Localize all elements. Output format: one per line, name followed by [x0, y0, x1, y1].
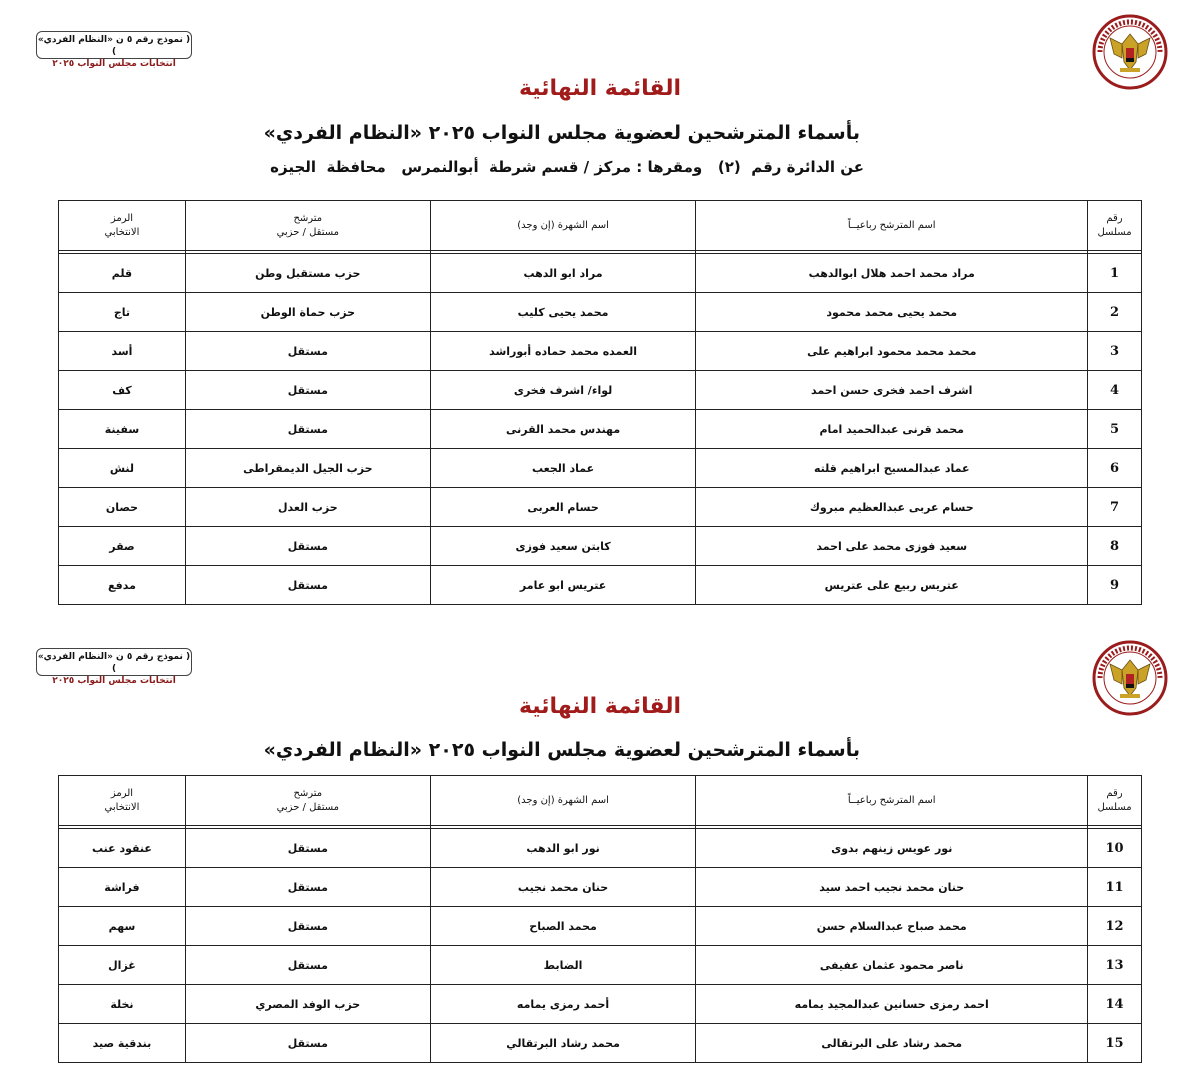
cell-name: محمد يحيى محمد محمود: [696, 293, 1088, 332]
cell-nickname: كابتن سعيد فوزى: [430, 527, 696, 566]
header-type: مترشح مستقل / حزبي: [185, 201, 430, 251]
cell-symbol: كف: [59, 371, 186, 410]
cell-name: محمد صباح عبدالسلام حسن: [696, 907, 1088, 946]
table-row: [59, 868, 1142, 907]
cell-name: ناصر محمود عثمان عفيفى: [696, 946, 1088, 985]
cell-serial: 15: [1088, 1024, 1142, 1063]
cell-type: حزب الجيل الديمقراطى: [185, 449, 430, 488]
cell-serial: 4: [1088, 371, 1142, 410]
cell-name: احمد رمزى حسانين عبدالمجيد يمامه: [696, 985, 1088, 1024]
form-election-label: انتخابات مجلس النواب ٢٠٢٥: [52, 676, 176, 686]
table-row: [59, 488, 1142, 527]
cell-serial: 12: [1088, 907, 1142, 946]
page-2: [0, 620, 1200, 1072]
header-symbol: الرمز الانتخابي: [59, 776, 186, 826]
cell-serial: 14: [1088, 985, 1142, 1024]
cell-nickname: عماد الجعب: [430, 449, 696, 488]
cell-type: حزب مستقبل وطن: [185, 254, 430, 293]
cell-nickname: حسام العربى: [430, 488, 696, 527]
cell-symbol: لنش: [59, 449, 186, 488]
candidates-table: [58, 775, 1142, 1063]
header-nickname: اسم الشهرة (إن وجد): [430, 201, 696, 251]
cell-type: مستقل: [185, 332, 430, 371]
table-row: [59, 946, 1142, 985]
cell-name: سعيد فوزى محمد على احمد: [696, 527, 1088, 566]
cell-nickname: العمده محمد حماده أبوراشد: [430, 332, 696, 371]
table-header-row: [59, 776, 1142, 826]
table-row: [59, 1024, 1142, 1063]
header-symbol: الرمز الانتخابي: [59, 201, 186, 251]
page-subtitle: بأسماء المترشحين لعضوية مجلس النواب ٢٠٢٥ «النظام الفردي»: [263, 122, 860, 144]
cell-type: مستقل: [185, 527, 430, 566]
cell-symbol: عنقود عنب: [59, 829, 186, 868]
cell-symbol: سفينة: [59, 410, 186, 449]
cell-type: مستقل: [185, 907, 430, 946]
form-number-box: [36, 648, 192, 686]
cell-type: مستقل: [185, 946, 430, 985]
cell-nickname: الضابط: [430, 946, 696, 985]
cell-type: حزب العدل: [185, 488, 430, 527]
cell-serial: 11: [1088, 868, 1142, 907]
table-row: [59, 410, 1142, 449]
cell-serial: 6: [1088, 449, 1142, 488]
cell-nickname: حنان محمد نجيب: [430, 868, 696, 907]
cell-name: عماد عبدالمسيح ابراهيم قلته: [696, 449, 1088, 488]
candidates-table: [58, 200, 1142, 605]
table-row: [59, 829, 1142, 868]
header-serial: رقم مسلسل: [1088, 201, 1142, 251]
page-subtitle: بأسماء المترشحين لعضوية مجلس النواب ٢٠٢٥ «النظام الفردي»: [263, 739, 860, 761]
cell-type: مستقل: [185, 1024, 430, 1063]
cell-type: مستقل: [185, 410, 430, 449]
cell-name: محمد قرنى عبدالحميد امام: [696, 410, 1088, 449]
cell-serial: 8: [1088, 527, 1142, 566]
cell-nickname: مراد ابو الدهب: [430, 254, 696, 293]
cell-nickname: محمد الصباح: [430, 907, 696, 946]
table-row: [59, 293, 1142, 332]
table-row: [59, 332, 1142, 371]
cell-name: محمد رشاد على البرتقالى: [696, 1024, 1088, 1063]
header-name: اسم المترشح رباعيــاً: [696, 201, 1088, 251]
table-row: [59, 254, 1142, 293]
page-title: القائمة النهائية: [518, 76, 682, 101]
table-row: [59, 566, 1142, 605]
cell-symbol: سهم: [59, 907, 186, 946]
cell-symbol: أسد: [59, 332, 186, 371]
header-name: اسم المترشح رباعيــاً: [696, 776, 1088, 826]
cell-symbol: مدفع: [59, 566, 186, 605]
table-row: [59, 907, 1142, 946]
cell-serial: 2: [1088, 293, 1142, 332]
cell-symbol: غزال: [59, 946, 186, 985]
header-type: مترشح مستقل / حزبي: [185, 776, 430, 826]
table-row: [59, 985, 1142, 1024]
cell-symbol: قلم: [59, 254, 186, 293]
cell-serial: 10: [1088, 829, 1142, 868]
cell-symbol: فراشة: [59, 868, 186, 907]
cell-type: مستقل: [185, 566, 430, 605]
cell-symbol: تاج: [59, 293, 186, 332]
table-row: [59, 449, 1142, 488]
cell-symbol: صقر: [59, 527, 186, 566]
form-number-label: ( نموذج رقم ٥ ن «النظام الفردي» ): [37, 652, 191, 674]
cell-symbol: بندقية صيد: [59, 1024, 186, 1063]
cell-nickname: أحمد رمزى يمامه: [430, 985, 696, 1024]
cell-nickname: محمد يحيى كليب: [430, 293, 696, 332]
district-info: عن الدائرة رقم (٢) ومقرها : مركز / قسم شرطة أبوالنمرس محافظة الجيزه: [270, 158, 864, 176]
cell-nickname: محمد رشاد البرتقالي: [430, 1024, 696, 1063]
cell-serial: 5: [1088, 410, 1142, 449]
cell-name: حنان محمد نجيب احمد سيد: [696, 868, 1088, 907]
cell-symbol: نخلة: [59, 985, 186, 1024]
cell-nickname: نور ابو الدهب: [430, 829, 696, 868]
cell-nickname: مهندس محمد القرنى: [430, 410, 696, 449]
header-serial: رقم مسلسل: [1088, 776, 1142, 826]
cell-type: حزب الوفد المصري: [185, 985, 430, 1024]
cell-nickname: عتريس ابو عامر: [430, 566, 696, 605]
cell-nickname: لواء/ اشرف فخرى: [430, 371, 696, 410]
form-election-label: انتخابات مجلس النواب ٢٠٢٥: [52, 59, 176, 69]
page-title: القائمة النهائية: [518, 694, 682, 719]
cell-name: مراد محمد احمد هلال ابوالدهب: [696, 254, 1088, 293]
table-row: [59, 371, 1142, 410]
table-header-row: [59, 201, 1142, 251]
cell-symbol: حصان: [59, 488, 186, 527]
cell-name: عتريس ربيع على عتريس: [696, 566, 1088, 605]
cell-type: مستقل: [185, 371, 430, 410]
header-nickname: اسم الشهرة (إن وجد): [430, 776, 696, 826]
cell-name: اشرف احمد فخرى حسن احمد: [696, 371, 1088, 410]
cell-name: حسام عربى عبدالعظيم مبروك: [696, 488, 1088, 527]
cell-type: مستقل: [185, 868, 430, 907]
cell-name: محمد محمد محمود ابراهيم على: [696, 332, 1088, 371]
form-number-box: [36, 31, 192, 69]
form-number-label: ( نموذج رقم ٥ ن «النظام الفردي» ): [37, 35, 191, 57]
cell-serial: 3: [1088, 332, 1142, 371]
table-row: [59, 527, 1142, 566]
cell-type: مستقل: [185, 829, 430, 868]
cell-type: حزب حماة الوطن: [185, 293, 430, 332]
cell-name: نور عويس زينهم بدوى: [696, 829, 1088, 868]
cell-serial: 9: [1088, 566, 1142, 605]
cell-serial: 1: [1088, 254, 1142, 293]
cell-serial: 13: [1088, 946, 1142, 985]
cell-serial: 7: [1088, 488, 1142, 527]
